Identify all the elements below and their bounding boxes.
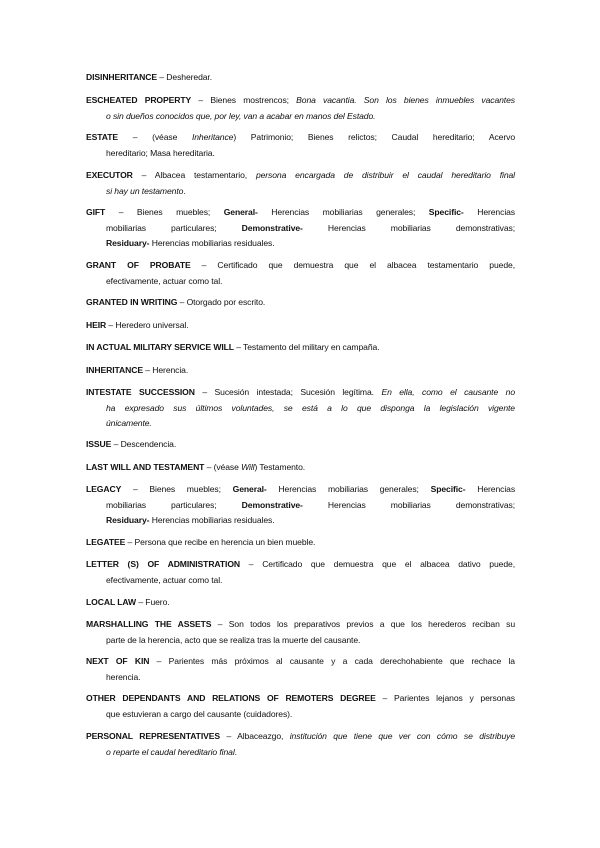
term: INHERITANCE (86, 365, 143, 375)
term: GRANT OF PROBATE (86, 260, 191, 270)
glossary-entry: ISSUE – Descendencia. (86, 439, 177, 449)
term: IN ACTUAL MILITARY SERVICE WILL (86, 342, 234, 352)
term: LEGACY (86, 484, 122, 494)
glossary-entry: ESCHEATED PROPERTY – Bienes mostrencos; Bona vacantia. Son los bienes inmuebles vacantes o sin dueños conocidos que, por ley, van a acabar en manos del Estado. (86, 95, 515, 121)
definition: Sucesión intestada; Sucesión legítima. (214, 387, 382, 397)
glossary-entry: LETTER (S) OF ADMINISTRATION – Certificado que demuestra que el albacea dativo puede, efectivamente, actuar como tal. (86, 559, 515, 585)
glossary-entry: INTESTATE SUCCESSION – Sucesión intestada; Sucesión legítima. En ella, como el causante no ha expresado sus últimos voluntades, se está a lo que disponga la legislación vigente únicamente. (86, 387, 515, 428)
term: INTESTATE SUCCESSION (86, 387, 195, 397)
glossary-entry: NEXT OF KIN – Parientes más próximos al causante y a cada derechohabiente que rechace la herencia. (86, 656, 515, 682)
glossary-entry: PERSONAL REPRESENTATIVES – Albaceazgo, institución que tiene que ver con cómo se distribuye o reparte el caudal hereditario final. (86, 731, 516, 757)
term: GIFT (86, 207, 106, 217)
glossary-entry: LOCAL LAW – Fuero. (86, 597, 170, 607)
term: LAST WILL AND TESTAMENT (86, 462, 205, 472)
definition: Parientes lejanos y personas (394, 693, 515, 703)
glossary-entry: OTHER DEPENDANTS AND RELATIONS OF REMOTERS DEGREE – Parientes lejanos y personas que estuvieran a cargo del causante (cuidadores). (86, 693, 515, 719)
term: OTHER DEPENDANTS AND RELATIONS OF REMOTERS DEGREE (86, 693, 376, 703)
glossary-entry: GRANT OF PROBATE – Certificado que demuestra que el albacea testamentario puede, efectivamente, actuar como tal. (86, 260, 515, 286)
glossary-entry: HEIR – Heredero universal. (86, 320, 189, 330)
term: EXECUTOR (86, 170, 133, 180)
definition: Otorgado por escrito. (186, 297, 266, 307)
glossary-entry: GIFT – Bienes muebles; General- Herencias mobiliarias generales; Specific- Herencias mobiliarias particulares; Demonstrative- Herencias mobiliarias demonstrativas; Residuary- Herencias mobiliarias residuales. (86, 207, 515, 248)
glossary-entry: GRANTED IN WRITING – Otorgado por escrito. (86, 297, 266, 307)
definition: Desheredar. (166, 72, 212, 82)
glossary-entry: DISINHERITANCE – Desheredar. (86, 72, 212, 82)
definition: Albacea testamentario, (154, 170, 256, 180)
term: HEIR (86, 320, 107, 330)
term: ESTATE (86, 132, 119, 142)
glossary-entry: LAST WILL AND TESTAMENT – (véase Will) Testamento. (86, 462, 306, 472)
glossary-entry: ESTATE – (véase Inheritance) Patrimonio; Bienes relictos; Caudal hereditario; Acervo hereditario; Masa hereditaria. (86, 132, 515, 158)
glossary-entry: MARSHALLING THE ASSETS – Son todos los preparativos previos a que los herederos reciban su parte de la herencia, acto que se realiza tras la muerte del causante. (86, 619, 515, 645)
definition: Persona que recibe en herencia un bien mueble. (134, 537, 316, 547)
glossary-entry: INHERITANCE – Herencia. (86, 365, 189, 375)
glossary-entry: IN ACTUAL MILITARY SERVICE WILL – Testamento del military en campaña. (86, 342, 380, 352)
term: DISINHERITANCE (86, 72, 158, 82)
definition: Certificado que demuestra que el albacea testamentario puede, (217, 260, 515, 270)
glossary-entry: LEGATEE – Persona que recibe en herencia un bien mueble. (86, 537, 316, 547)
definition: Descendencia. (120, 439, 177, 449)
definition: Fuero. (145, 597, 170, 607)
term: LEGATEE (86, 537, 126, 547)
definition: Son todos los preparativos previos a que los herederos reciban su (228, 619, 515, 629)
definition: Bienes mostrencos; (210, 95, 297, 105)
term: GRANTED IN WRITING (86, 297, 178, 307)
term: NEXT OF KIN (86, 656, 150, 666)
definition: Albaceazgo, (237, 731, 290, 741)
glossary-entry: EXECUTOR – Albacea testamentario, persona encargada de distribuir el caudal hereditario final si hay un testamento. (86, 170, 515, 196)
definition: Certificado que demuestra que el albacea dativo puede, (262, 559, 515, 569)
definition: Testamento del military en campaña. (243, 342, 380, 352)
term: MARSHALLING THE ASSETS (86, 619, 212, 629)
definition: Heredero universal. (115, 320, 189, 330)
term: ISSUE (86, 439, 112, 449)
term: LOCAL LAW (86, 597, 137, 607)
term: LETTER (S) OF ADMINISTRATION (86, 559, 241, 569)
definition: Herencia. (152, 365, 189, 375)
definition: Parientes más próximos al causante y a cada derechohabiente que rechace la (168, 656, 515, 666)
term: ESCHEATED PROPERTY (86, 95, 192, 105)
term: PERSONAL REPRESENTATIVES (86, 731, 221, 741)
glossary-entry: LEGACY – Bienes muebles; General- Herencias mobiliarias generales; Specific- Herencias mobiliarias particulares; Demonstrative- Herencias mobiliarias demonstrativas; Residuary- Herencias mobiliarias residuales. (86, 484, 516, 525)
